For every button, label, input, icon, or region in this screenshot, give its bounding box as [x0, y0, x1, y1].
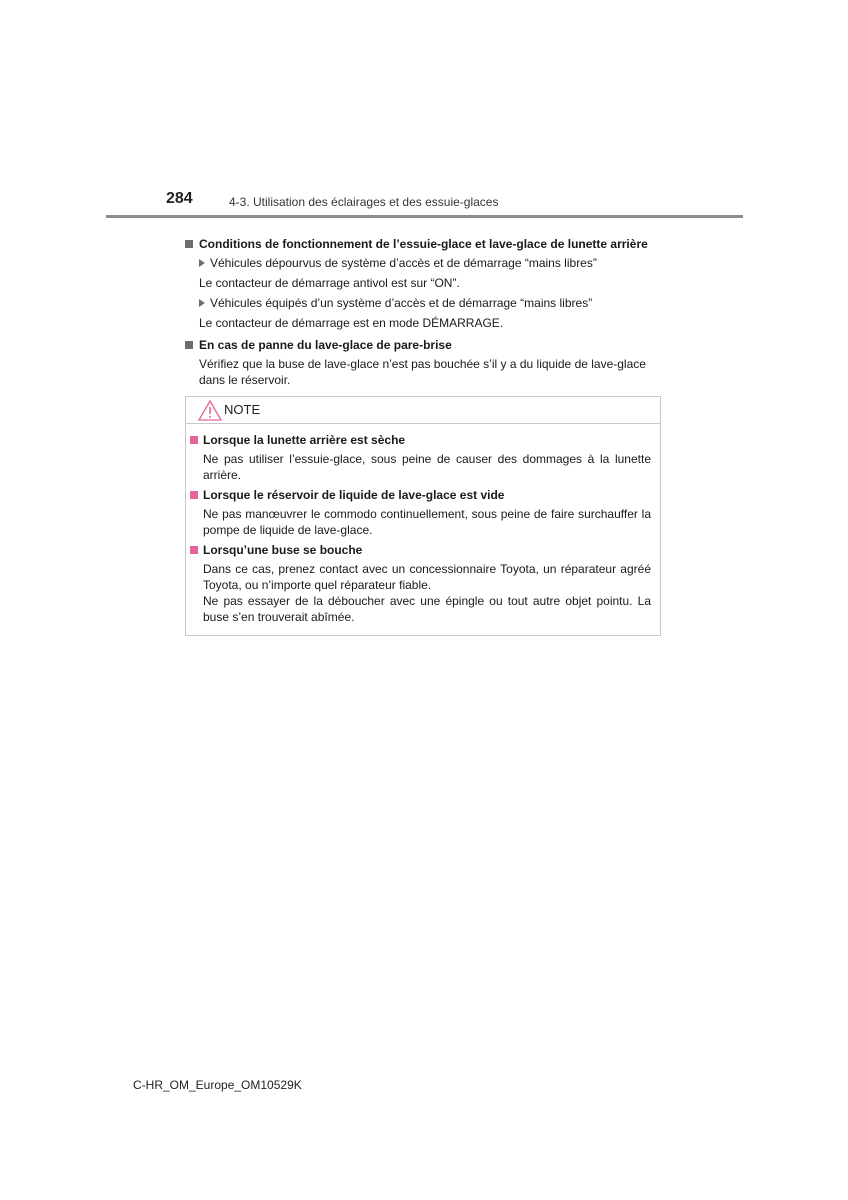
section-heading-rear-wiper-conditions: [185, 236, 665, 252]
main-content: [185, 236, 665, 392]
condition-detail: Le contacteur de démarrage est en mode DÉMARRAGE.: [199, 316, 504, 330]
square-bullet-icon: [185, 240, 193, 248]
condition-item: [185, 255, 665, 271]
note-paragraph: [190, 451, 651, 483]
header-rule: [106, 215, 743, 218]
note-box: [185, 396, 661, 636]
note-header: [186, 397, 660, 424]
triangle-bullet-icon: [199, 259, 205, 267]
note-paragraph-text: Dans ce cas, prenez contact avec un concessionnaire Toyota, un réparateur agréé Toyota, ou n’importe quel réparateur fiable.: [203, 562, 651, 592]
section-title: 4-3. Utilisation des éclairages et des essuie-glaces: [229, 195, 499, 209]
condition-text: Véhicules dépourvus de système d’accès et de démarrage “mains libres”: [210, 256, 597, 270]
section-heading-windshield-washer-failure: [185, 337, 665, 353]
heading-text: Conditions de fonctionnement de l’essuie-glace et lave-glace de lunette arrière: [199, 237, 648, 251]
note-paragraph: [190, 561, 651, 625]
condition-detail: Le contacteur de démarrage antivol est sur “ON”.: [199, 276, 460, 290]
pink-square-bullet-icon: [190, 436, 198, 444]
note-paragraph-text: Ne pas essayer de la déboucher avec une épingle ou tout autre objet pointu. La buse s’en trouverait abîmée.: [203, 594, 651, 624]
note-paragraph-text: Ne pas manœuvrer le commodo continuellement, sous peine de faire surchauffer la pompe de liquide de lave-glace.: [203, 507, 651, 537]
note-heading: [190, 432, 651, 448]
note-paragraph-text: Ne pas utiliser l’essuie-glace, sous peine de causer des dommages à la lunette arrière.: [203, 452, 651, 482]
pink-square-bullet-icon: [190, 491, 198, 499]
note-heading: [190, 487, 651, 503]
warning-triangle-icon: [198, 400, 222, 421]
note-body: [186, 424, 660, 625]
section-paragraph: Vérifiez que la buse de lave-glace n’est pas bouchée s’il y a du liquide de lave-glace dans le réservoir.: [199, 357, 646, 387]
note-heading: [190, 542, 651, 558]
note-heading-text: Lorsque la lunette arrière est sèche: [203, 433, 406, 447]
triangle-bullet-icon: [199, 299, 205, 307]
heading-text: En cas de panne du lave-glace de pare-brise: [199, 338, 452, 352]
note-paragraph: [190, 506, 651, 538]
pink-square-bullet-icon: [190, 546, 198, 554]
note-heading-text: Lorsqu’une buse se bouche: [203, 543, 363, 557]
condition-item: [185, 295, 665, 311]
note-label: NOTE: [224, 402, 261, 417]
document-code: C-HR_OM_Europe_OM10529K: [133, 1078, 302, 1092]
condition-text: Véhicules équipés d’un système d’accès et de démarrage “mains libres”: [210, 296, 593, 310]
square-bullet-icon: [185, 341, 193, 349]
note-heading-text: Lorsque le réservoir de liquide de lave-glace est vide: [203, 488, 505, 502]
page-number: 284: [166, 190, 193, 207]
